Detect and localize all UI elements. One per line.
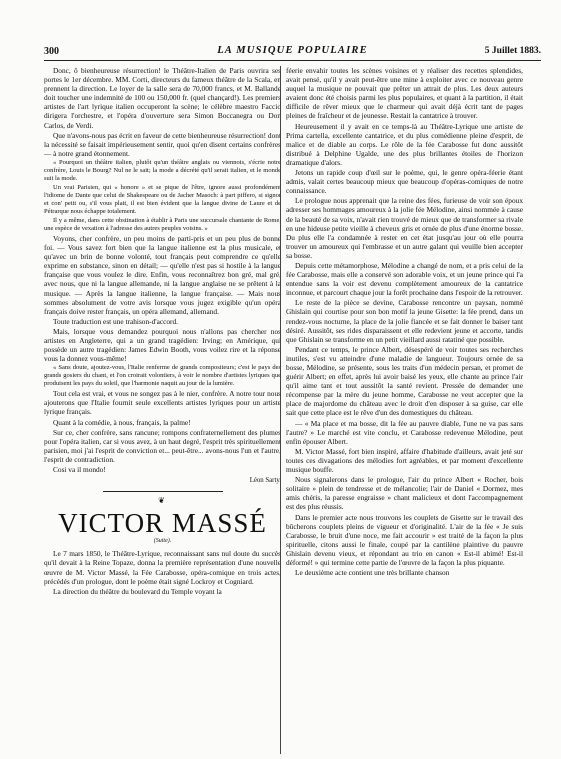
paragraph: Le reste de la pièce se devine, Carabosse rencontre un paysan, nommé Ghislain qui courtise pour son bon motif la jeune Gisette: la fée prend, dans un rendez-vous nocturne, la place de la jolie fiancée et se fait donner le baiser tant désiré. Aussitôt, ses rides disparaissent et elle redevient jeune et accorte, tandis que Ghislain se transforme en un petit vieillard aussi ratatiné que possible. [286, 298, 523, 344]
paragraph: Toute traduction est une trahison-d'accord. [53, 316, 178, 326]
header-rule [44, 60, 541, 61]
paragraph: Quant à la comédie, à nous, français, la palme! [53, 417, 191, 427]
left-column [44, 66, 281, 758]
quoted-paragraph: « Pourquoi un théâtre italien, plutôt qu'un théâtre anglais ou viennois, s'écrie notre confrère, Louis le Bourg? Nul ne le sait; la mode a décrété qu'il serait italien, et le monde suit la mode. [44, 158, 281, 182]
issue-date: 5 Juillet 1883. [484, 46, 541, 56]
paragraph: Sur ce, cher confrère, sans rancune; rompons confraternellement des plumes pour l'opéra italien, car si vous avez, à un haut degré, l'esprit très spirituellement parisien, moi j'ai l'esprit de conviction et... peut-être... avons-nous l'un et l'autre, l'esprit de contradiction. [44, 427, 281, 464]
column-divider [280, 66, 281, 754]
section-subtitle: (Suite). [153, 538, 172, 545]
paragraph: — « Ma place et ma bosse, dit la fée au pauvre diable, l'une ne va pas sans l'autre? » Le marché est vite conclu, et Carabosse redevenue Mélodine, peut enfin épouser Albert. [286, 418, 523, 446]
paragraph: Le 7 mars 1850, le Théâtre-Lyrique, reconnaissant sans nul doute du succès qu'il devait à la Reine Topaze, donna la première représentation d'une nouvelle œuvre de M. Victor Massé, la Fée Carabosse, opéra-comique en trois actes, précédés d'un prologue, dont le poème était signé Lockroy et Cogniard. [44, 549, 281, 586]
page-header [44, 44, 541, 60]
paragraph: Le deuxième acte contient une très brillante chanson [295, 568, 450, 578]
quoted-paragraph: « Sans doute, ajoutez-vous, l'Italie renferme de grands compositeurs; c'est le pays des grands gosiers du chant, et l'on croirait volontiers, à voir le nombre d'artistes lyriques que produisent les pays du soleil, que l'harmonie naquit au jour de la lumière. [44, 364, 281, 388]
paragraph: Que n'avons-nous pas écrit en faveur de cette bienheureuse résurrection! dont la nécessité se faisait impérieusement sentir, quoi qu'en disent certains confrères — à notre grand étonnement. [44, 130, 281, 158]
paragraph: Jetons un rapide coup d'œil sur le poème, qui, le genre opéra-féerie étant admis, valait certes beaucoup mieux que beaucoup d'opéras-comiques de notre connaissance. [286, 168, 523, 196]
journal-title: LA MUSIQUE POPULAIRE [217, 45, 368, 56]
paragraph: M. Victor Massé, fort bien inspiré, affaire d'habitude d'ailleurs, avait jeté sur toutes ces divagations des mélodies fort agréables, et par moment d'excellente musique bouffe. [286, 446, 523, 475]
paragraph: Donc, ô bienheureuse résurrection! le Théâtre-Italien de Paris ouvrira ses portes le 1er décembre. MM. Corti, directeurs du fameux théâtre de la Scala, en prennent la direction. Le loyer de la salle sera de 70,000 francs, et M. Ballande doit toucher une indemnité de 100 ou 150,000 fr. (quel chançard!). Les premiers artistes de l'art lyrique italien occuperont la scène; le célèbre maestro Faccio dirigera l'orchestre, et l'opéra d'ouverture sera Simon Boccanegra ou Don Carlos, de Verdi. [44, 66, 281, 130]
ornamental-divider [103, 491, 223, 492]
paragraph: Tout cela est vrai, et vous ne songez pas à le nier, confrère. A notre tour nous ajouterons que l'Italie fournit seule excellents artistes lyriques pour un artiste lyrique français. [44, 389, 281, 417]
paragraph: Heureusement il y avait en ce temps-là au Théâtre-Lyrique une artiste de Prima cartella, excellente cantatrice, et du plus comédienne pleine d'esprit, de malice et de diable au corps. Le rôle de la fée Carabosse fut donc aussitôt distribué à Delphine Ugalde, une des plus brillantes étoiles de l'horizon dramatique d'alors. [286, 121, 523, 167]
page-number: 300 [44, 46, 59, 57]
paragraph: féerie envahir toutes les scènes voisines et y réaliser des recettes splendides, avait pensé, qu'il y avait peut-être une mine à exploiter avec ce nouveau genre auquel la musique ne pouvait que prêter un attrait de plus. Les deux auteurs avaient donc été choisis parmi les plus populaires, et quant à la partition, il était difficile de rêver mieux que le charmeur qui avait déjà écrit tant de pages pleines de fraîcheur et de jeunesse. Restait la cantatrice à trouver. [286, 66, 523, 121]
ornament-icon: ❦ [158, 496, 167, 506]
paragraph: Le prologue nous apprenait que la reine des fées, furieuse de voir son époux adresser ses hommages amoureux à la jolie fée Mélodine, ainsi nommée à cause de la beauté de sa voix, n'avait rien trouvé de mieux que de transformer sa rivale en une hideuse petite vieille à cheveux gris et ornée de plus d'une énorme bosse. Du plus elle l'a condamnée à rester en cet état jusqu'au jour où elle pourra trouver un amoureux qui l'embrasse et un autre galant qui veuille bien accepter sa bosse. [286, 196, 523, 260]
paragraph: Nous signalerons dans le prologue, l'air du prince Albert « Rocher, bois solitaire » plein de tendresse et de mélancolie; l'air de Daniel « Dormez, mes amis chéris, la paresse engraisse » chant malicieux et dont l'accompagnement est des plus réussis. [286, 475, 523, 512]
paragraph: Cosi va il mondo! [53, 465, 106, 474]
paragraph: Depuis cette métamorphose, Mélodine a changé de nom, et a pris celui de la fée Carabosse, mais elle a conservé son adorable voix, et un jeune prince qui l'a entendue sans la voir est devenu complètement amoureux de la cantatrice inconnue, et parcourt chaque jour la forêt prochaine dans l'espoir de la retrouver. [286, 260, 523, 298]
paragraph: Pendant ce temps, le prince Albert, désespéré de voir toutes ses recherches inutiles, s'est vu atteindre d'une maladie de langueur. Toujours ornée de sa bosse, Mélodine, se présente, sous les traits d'un médecin persan, et promet de guérir Albert; en effet, après lui avoir baisé les yeux, elle chante au prince l'air qu'il aime tant et tout aussitôt la santé revient. Pressée de demander une récompense par la mère du jeune homme, Carabosse ne veut accepter que la place de majordome du château avec le droit d'en disposer à sa guise, car elle sait que cette place est le rêve d'un des domestiques du château. [286, 344, 523, 418]
quoted-paragraph: Un vrai Parisien, qui « honore » et se pique de l'être, ignore aussi profondément l'idiome de Dante que celui de Shakespeare ou de Jacher Masoch: à part piffero, si signor et con' petit ou, s'il vous plait, il est bien évident que la langue divine de Laure et de Pétrarque nous échappe totalement. [44, 183, 281, 215]
quoted-paragraph: Il y a même, dans cette obstination à établir à Paris une succursale chantante de Rome, une espèce de vexation à l'adresse des autres peuples voisins. » [44, 216, 281, 232]
paragraph: Mais, lorsque vous demandez pourquoi nous n'allons pas chercher nos artistes en Angleterre, qui a un grand tragédien: Irving; en Amérique, qui possède un autre tragédien: James Edwin Booth, vous voilez rire et la réponse vous la donnez vous-même! [44, 326, 281, 364]
section-title: VICTOR MASSÉ [58, 508, 267, 539]
paragraph: Dans le premier acte nous trouvons les couplets de Gisette sur le travail des bûcherons couplets pleins de vigueur et d'originalité. L'air de la fée « Je suis Carabosse, le bruit d'une noce, me fait accourir » est traité de la façon la plus spirituelle, citons aussi le finale, coupé par la cantilène plaintive du pauvre Ghislain devenu vieux, et répondant au trio en canon « Est-il abimé! Est-il déformé! » qui termine cette partie de l'œuvre de la façon la plus piquante. [286, 512, 523, 567]
paragraph: Voyons, cher confrère, un peu moins de parti-pris et un peu plus de bonne foi. — Vous savez fort bien que la langue italienne est la plus musicale, et qu'avec un brin de bonne volonté, tout français peut comprendre ce qu'elle exprime en substance, sinon en détail; — qu'elle n'est pas si hostile à la langue française que vous voulez le dire. Enfin, vous reconnaîtrez bon gré, mal gré, avec nous, que ni la langue allemande, ni la langue anglaise ne se prêtent à la musique. — Après la langue italienne, la langue française. — Mais nous sommes absolument de votre avis lorsque vous jugez exigible qu'un opéra français doive rester français, un opéra allemand, allemand. [44, 233, 281, 316]
right-column [286, 66, 523, 758]
signature: Léon Sarty. [249, 477, 281, 485]
paragraph: La direction du théâtre du boulevard du Temple voyant la [53, 586, 222, 596]
